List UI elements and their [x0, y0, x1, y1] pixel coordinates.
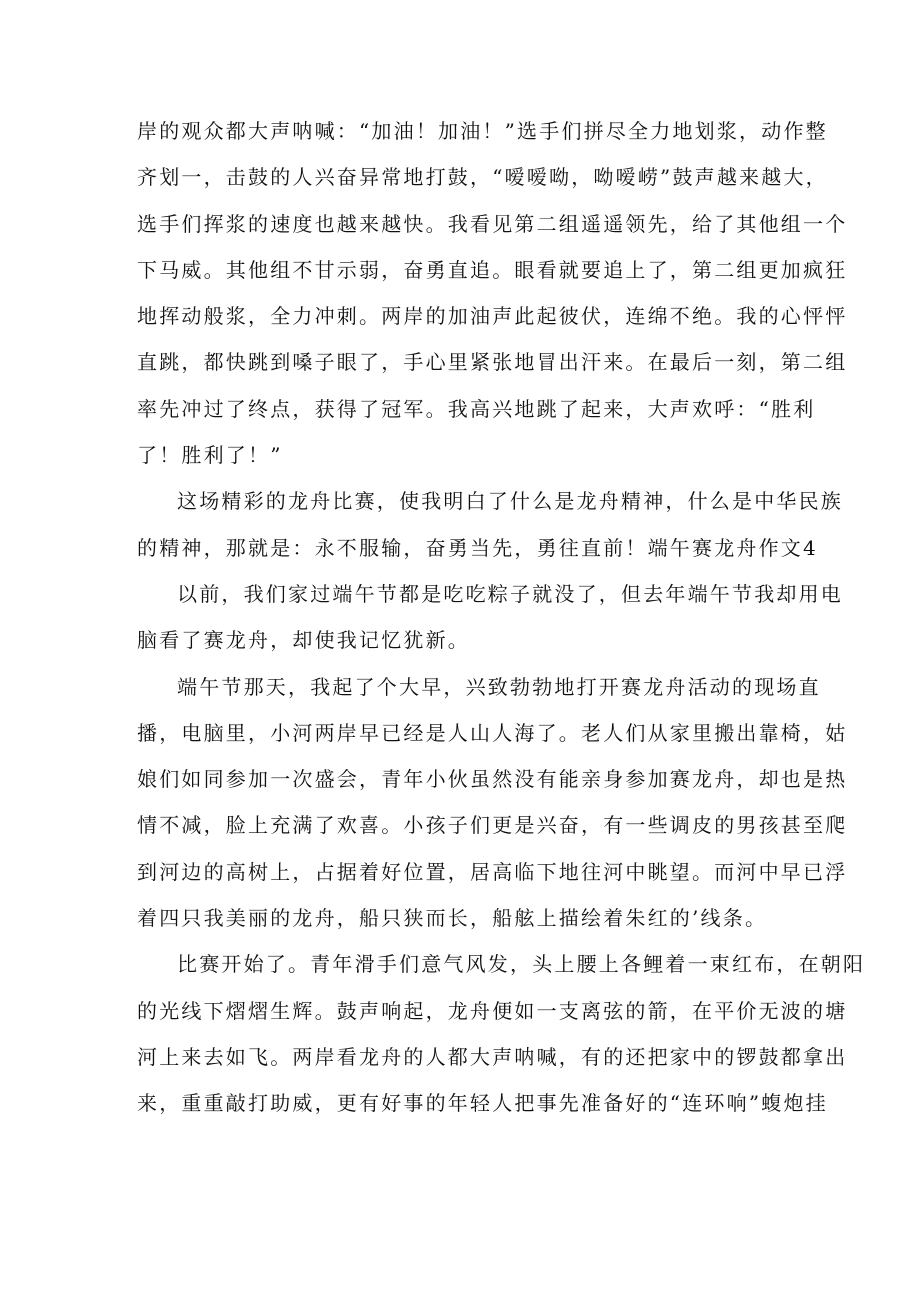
text-line: 比赛开始了。青年滑手们意气风发，头上腰上各鲤着一束红布，在朝阳 [177, 952, 866, 977]
text-line: 齐划一，击鼓的人兴奋异常地打鼓，“嗳嗳呦，呦嗳崂”鼓声越来越大， [137, 165, 828, 190]
text-line: 的精神，那就是：永不服输，奋勇当先，勇往直前！端午赛龙舟作文4 [137, 535, 818, 560]
text-line: 地挥动般浆，全力冲刺。两岸的加油声此起彼伏，连绵不绝。我的心怦怦 [137, 304, 848, 329]
text-line: 来，重重敲打助威，更有好事的年轻人把事先准备好的“连环响”蝮炮挂 [137, 1091, 828, 1116]
text-line: 的光线下熠熠生辉。鼓声响起，龙舟便如一支离弦的箭，在平价无波的塘 [137, 998, 848, 1023]
text-line: 选手们挥浆的速度也越来越快。我看见第二组遥遥领先，给了其他组一个 [137, 211, 848, 236]
text-line: 以前，我们家过端午节都是吃吃粽子就没了，但去年端午节我却用电 [177, 581, 843, 606]
text-line: 娘们如同参加一次盛会，青年小伙虽然没有能亲身参加赛龙舟，却也是热 [137, 767, 848, 792]
text-line: 下马威。其他组不甘示弱，奋勇直追。眼看就要追上了，第二组更加疯狂 [137, 257, 848, 282]
text-line: 直跳，都快跳到嗓子眼了，手心里紧张地冒出汗来。在最后一刻，第二组 [137, 350, 848, 375]
text-line: 河上来去如飞。两岸看龙舟的人都大声呐喊，有的还把家中的锣鼓都拿出 [137, 1044, 848, 1069]
text-line: 岸的观众都大声呐喊：“加油！加油！”选手们拼尽全力地划浆，动作整 [137, 119, 828, 143]
text-line: 端午节那天，我起了个大早，兴致勃勃地打开赛龙舟活动的现场直 [177, 674, 821, 699]
text-line: 情不减，脸上充满了欢喜。小孩子们更是兴奋，有一些调皮的男孩甚至爬 [137, 813, 848, 838]
text-line: 着四只我美丽的龙舟，船只狭而长，船舷上描绘着朱红的’线条。 [137, 906, 768, 931]
text-line: 了！胜利了！” [137, 443, 283, 468]
text-line: 率先冲过了终点，获得了冠军。我高兴地跳了起来，大声欢呼：“胜利 [137, 396, 816, 421]
text-line: 播，电脑里，小河两岸早已经是人山人海了。老人们从家里搬出靠椅，姑 [137, 720, 848, 745]
essay-text [137, 108, 866, 1127]
text-line: 到河边的高树上，占据着好位置，居高临下地往河中眺望。而河中早已浮 [137, 859, 848, 884]
text-line: 这场精彩的龙舟比赛，使我明白了什么是龙舟精神，什么是中华民族 [177, 489, 843, 514]
text-line: 脑看了赛龙舟，却使我记忆犹新。 [137, 628, 470, 653]
